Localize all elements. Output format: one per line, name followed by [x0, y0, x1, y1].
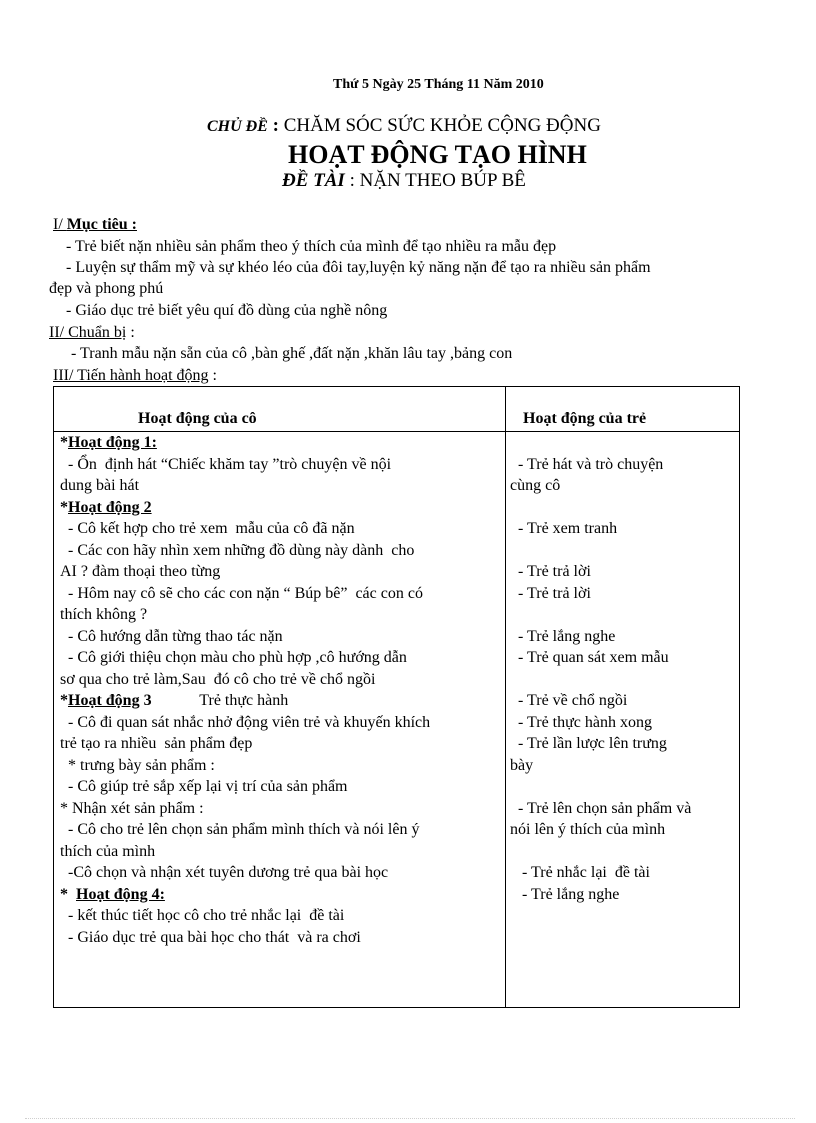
teacher-row — [60, 884, 430, 906]
teacher-row-text: - Cô cho trẻ lên chọn sản phẩm mình thích và nói lên ý — [60, 821, 420, 838]
child-row: - Trẻ thực hành xong — [510, 713, 652, 731]
teacher-row-text: - Cô hướng dẫn từng thao tác nặn — [60, 627, 283, 645]
child-activities — [510, 432, 691, 948]
activity-heading: Hoạt động 2 — [68, 498, 152, 516]
child-row: - Trẻ trả lời — [510, 563, 591, 580]
child-row: - Trẻ lên chọn sản phẩm và — [510, 799, 692, 817]
teacher-row-text: - Ổn định hát “Chiếc khăm tay ”trò chuyện về nội — [60, 455, 392, 473]
teacher-row — [60, 862, 430, 884]
teacher-row — [60, 905, 430, 927]
topic-value: CHĂM SÓC SỨC KHỎE CỘNG ĐỘNG — [283, 115, 601, 136]
teacher-row-text: dung bài hát — [60, 477, 140, 494]
teacher-row — [60, 841, 430, 863]
teacher-row-text: * — [60, 692, 68, 709]
child-row: - Trẻ lắng nghe — [510, 885, 620, 903]
teacher-row-text: - kết thúc tiết học cô cho trẻ nhắc lại đề tài — [60, 907, 345, 924]
teacher-row — [60, 626, 430, 648]
child-row — [510, 841, 691, 863]
child-row — [510, 432, 691, 454]
teacher-row-text: - Giáo dục trẻ qua bài học cho thát và ra chơi — [60, 928, 361, 946]
child-row — [510, 927, 691, 949]
child-row: - Trẻ quan sát xem mẫu — [510, 649, 669, 666]
objective-item: - Giáo dục trẻ biết yêu quí đồ dùng của nghề nông — [66, 302, 388, 319]
child-column-header: Hoạt động của trẻ — [523, 410, 647, 427]
subject-line — [282, 170, 526, 192]
teacher-row-text: * — [60, 434, 68, 451]
lesson-date: Thứ 5 Ngày 25 Tháng 11 Năm 2010 — [333, 77, 544, 92]
section-procedure-heading — [53, 366, 217, 386]
teacher-row-text: * trưng bày sản phẩm : — [60, 756, 215, 774]
teacher-row — [60, 690, 430, 712]
child-row: - Trẻ lần lược lên trưng — [510, 735, 667, 752]
section-preparation-title: II/ Chuẩn bị — [49, 324, 127, 341]
child-row: - Trẻ trả lời — [510, 584, 591, 602]
teacher-row — [60, 669, 430, 691]
teacher-row — [60, 583, 430, 605]
teacher-row-text: - Cô giúp trẻ sắp xếp lại vị trí của sản phẩm — [60, 778, 348, 795]
topic-label: CHỦ ĐỀ — [207, 118, 268, 135]
child-row: nói lên ý thích của mình — [510, 821, 666, 838]
teacher-row — [60, 432, 430, 454]
child-row — [510, 669, 691, 691]
child-row — [510, 604, 691, 626]
teacher-row-text: thích không ? — [60, 606, 148, 623]
teacher-row-text: - Cô giới thiệu chọn màu cho phù hợp ,cô hướng dẫn — [60, 649, 407, 666]
teacher-row-text: - Cô kết hợp cho trẻ xem mẫu của cô đã nặn — [60, 520, 355, 537]
objective-item: đẹp và phong phú — [49, 280, 164, 297]
teacher-row-text: sơ qua cho trẻ làm,Sau đó cô cho trẻ về chổ ngồi — [60, 670, 376, 688]
teacher-row-text: AI ? đàm thoại theo từng — [60, 563, 221, 580]
teacher-row — [60, 497, 430, 519]
teacher-row — [60, 561, 430, 583]
child-row: bày — [510, 756, 534, 774]
teacher-row-text: - Cô đi quan sát nhắc nhở động viên trẻ và khuyến khích — [60, 713, 431, 731]
child-row — [510, 497, 691, 519]
section-objectives-heading — [53, 215, 137, 235]
teacher-row — [60, 819, 430, 841]
teacher-row-text: * — [60, 498, 68, 516]
teacher-row — [60, 454, 430, 476]
teacher-row-text: - Hôm nay cô sẽ cho các con nặn “ Búp bê” các con có — [60, 584, 423, 602]
activity-heading: Hoạt động 4: — [76, 885, 165, 903]
teacher-row — [60, 518, 430, 540]
subject-value: NẶN THEO BÚP BÊ — [359, 170, 526, 191]
teacher-row — [60, 712, 430, 734]
teacher-row-text: * Nhận xét sản phẩm : — [60, 799, 204, 817]
teacher-row — [60, 776, 430, 798]
teacher-row — [60, 755, 430, 777]
teacher-row — [60, 540, 430, 562]
child-row: cùng cô — [510, 477, 561, 494]
activity-heading-number: 3 — [139, 692, 152, 709]
teacher-row — [60, 927, 430, 949]
teacher-row-text: * — [60, 885, 76, 903]
section-procedure-title: III/ Tiến hành hoạt động — [53, 367, 209, 384]
preparation-item: - Tranh mẫu nặn sẵn của cô ,bàn ghế ,đất nặn ,khăn lâu tay ,bảng con — [71, 345, 513, 362]
topic-separator: : — [267, 115, 284, 136]
subject-separator: : — [344, 170, 360, 191]
section-procedure-suffix: : — [208, 367, 217, 384]
child-row: - Trẻ về chổ ngồi — [510, 692, 628, 709]
section-preparation-suffix: : — [126, 324, 135, 341]
teacher-row — [60, 604, 430, 626]
page-bottom-divider — [25, 1118, 795, 1120]
child-row: - Trẻ xem tranh — [510, 520, 618, 537]
teacher-row — [60, 733, 430, 755]
subject-label: ĐỀ TÀI — [282, 170, 345, 191]
child-row: - Trẻ nhắc lại đề tài — [510, 864, 650, 881]
section-objectives-title: Mục tiêu : — [66, 216, 137, 233]
activity-heading: Hoạt động — [68, 692, 140, 709]
teacher-row — [60, 475, 430, 497]
child-row — [510, 905, 691, 927]
objective-item: - Trẻ biết nặn nhiều sản phẩm theo ý thích của mình để tạo nhiều ra mẫu đẹp — [66, 238, 557, 255]
teacher-row-text: trẻ tạo ra nhiều sản phẩm đẹp — [60, 735, 253, 752]
teacher-row-text: thích của mình — [60, 842, 156, 860]
topic-line — [207, 115, 601, 137]
child-row — [510, 540, 691, 562]
teacher-column-header: Hoạt động của cô — [138, 410, 257, 427]
child-row: - Trẻ lắng nghe — [510, 627, 616, 645]
teacher-row-text: -Cô chọn và nhận xét tuyên dương trẻ qua bài học — [60, 864, 389, 881]
child-row: - Trẻ hát và trò chuyện — [510, 455, 664, 473]
activity-heading-note: Trẻ thực hành — [151, 692, 289, 709]
table-column-divider — [505, 386, 506, 1008]
section-objectives-prefix: I/ — [53, 216, 67, 233]
activity-heading: Hoạt động 1: — [68, 434, 157, 451]
teacher-row — [60, 647, 430, 669]
page-title: HOẠT ĐỘNG TẠO HÌNH — [288, 140, 587, 169]
teacher-row-text: - Các con hãy nhìn xem những đồ dùng này dành cho — [60, 541, 415, 559]
teacher-row — [60, 798, 430, 820]
child-row — [510, 776, 691, 798]
objective-item: - Luyện sự thẩm mỹ và sự khéo léo của đôi tay,luyện kỷ năng nặn để tạo ra nhiều sản phẩm — [66, 259, 651, 276]
section-preparation-heading — [49, 323, 135, 343]
teacher-activities — [60, 432, 430, 948]
